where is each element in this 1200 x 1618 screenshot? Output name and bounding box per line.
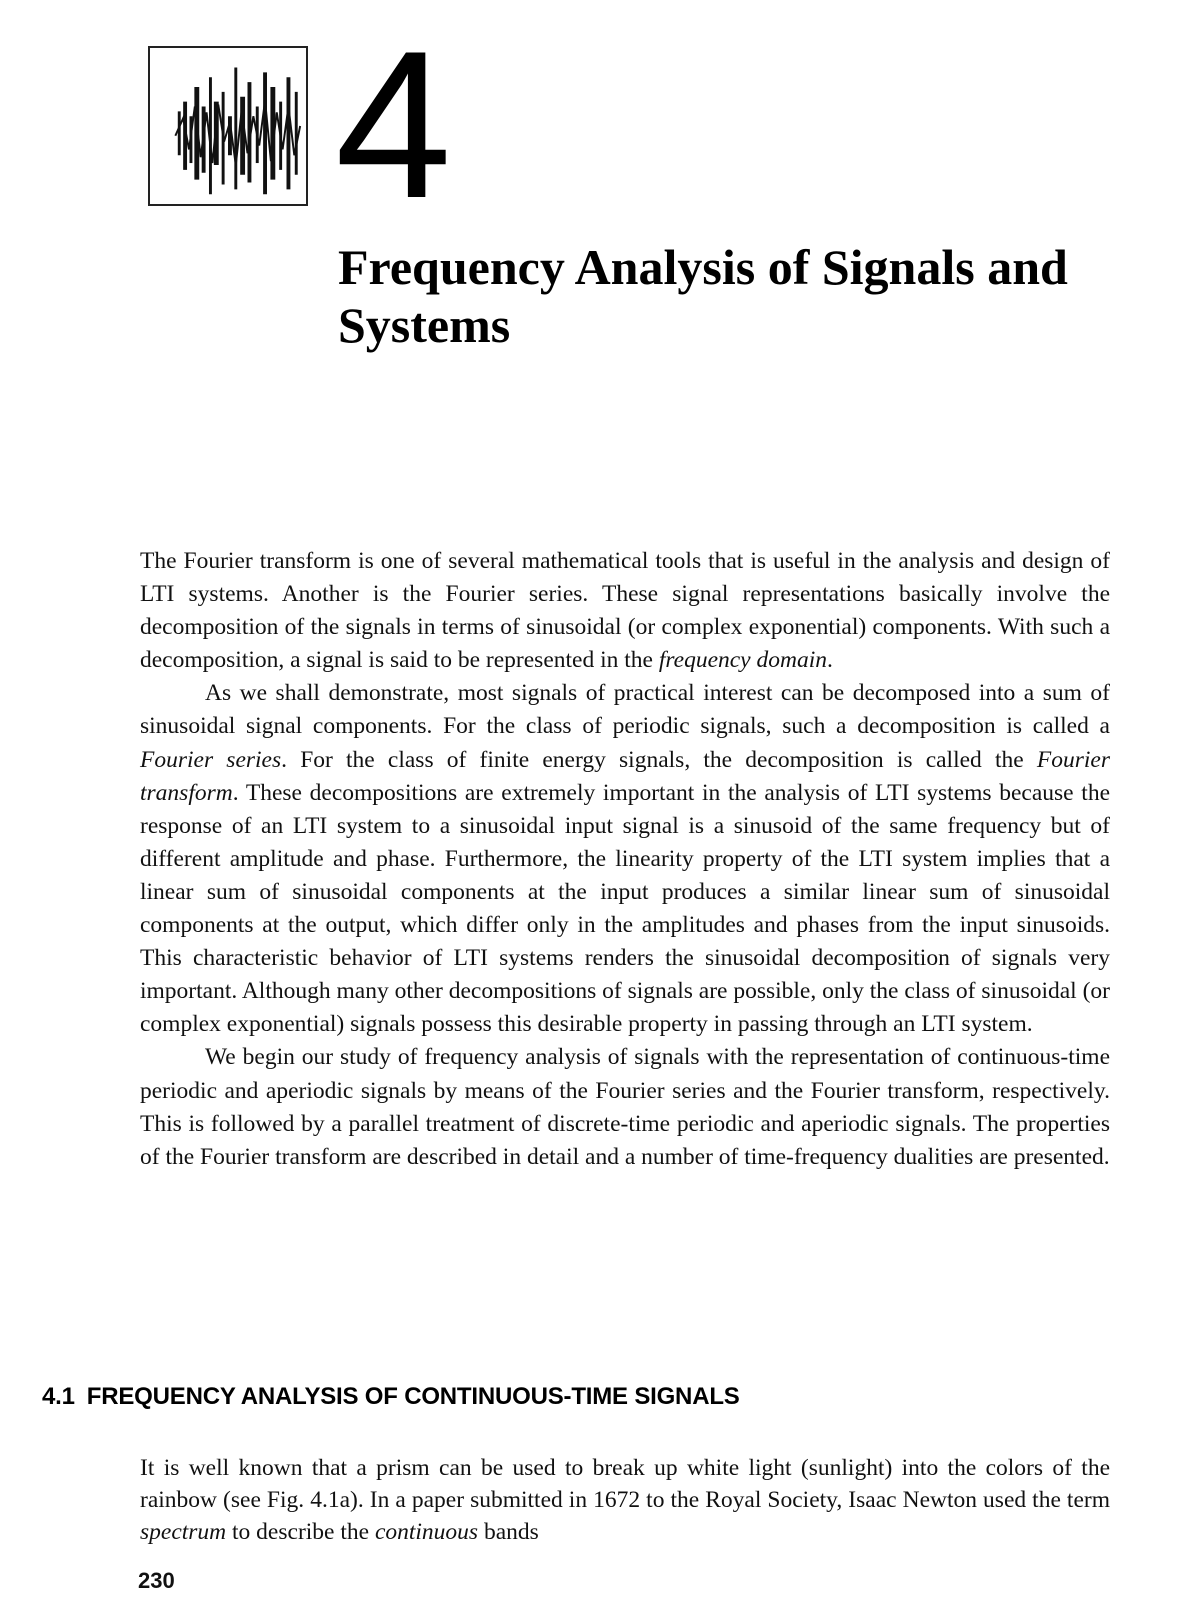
term-frequency-domain: frequency domain xyxy=(658,647,827,674)
section-title: FREQUENCY ANALYSIS OF CONTINUOUS-TIME SIGNALS xyxy=(86,1383,740,1410)
section-heading xyxy=(42,1382,740,1412)
term-continuous: continuous xyxy=(374,1519,479,1545)
section-paragraph-1: It is well known that a prism can be used to break up white light (sunlight) into the colors of the rainbow (see Fig. 4.1a). In a paper submitted in 1672 to the Royal Society, Isaac Newton used the term spectrum to describe the continuous bands xyxy=(140,1455,1110,1545)
term-fourier-transform: Fourier transform xyxy=(140,746,1110,806)
intro-paragraph-3: We begin our study of frequency analysis of signals with the representation of continuous-time periodic and aperiodic signals by means of the Fourier series and the Fourier transform, respectively. This is followed by a parallel treatment of discrete-time periodic and aperiodic signals. The properties of the Fourier transform are described in detail and a number of time-frequency dualities are presented. xyxy=(140,1044,1110,1170)
chapter-number: 4 xyxy=(335,7,452,242)
section-number: 4.1 xyxy=(42,1383,75,1410)
term-fourier-series: Fourier series xyxy=(140,746,282,773)
waveform-icon xyxy=(150,48,306,204)
chapter-logo xyxy=(148,46,308,206)
intro-paragraph-1: The Fourier transform is one of several mathematical tools that is useful in the analysis and design of LTI systems. Another is the Fourier series. These signal representations basically involve the decomposition of the signals in terms of sinusoidal (or complex exponential) components. With such a decomposition, a signal is said to be represented in the frequency domain. xyxy=(140,548,1110,674)
term-spectrum: spectrum xyxy=(140,1519,227,1545)
chapter-title: Frequency Analysis of Signals and Systems xyxy=(338,239,1068,353)
intro-text xyxy=(140,545,1110,1174)
section-body xyxy=(140,1452,1110,1548)
page-number: 230 xyxy=(138,1568,175,1593)
intro-paragraph-2: As we shall demonstrate, most signals of practical interest can be decomposed into a sum of sinusoidal signal components. For the class of periodic signals, such a decomposition is called a Fourier series. For the class of finite energy signals, the decomposition is called the Fourier transform. These decompositions are extremely important in the analysis of LTI systems because the response of an LTI system to a sinusoidal input signal is a sinusoid of the same frequency but of different amplitude and phase. Furthermore, the linearity property of the LTI system implies that a linear sum of sinusoidal components at the input produces a similar linear sum of sinusoidal components at the output, which differ only in the amplitudes and phases from the input sinusoids. This characteristic behavior of LTI systems renders the sinusoidal decomposition of signals very important. Although many other decompositions of signals are possible, only the class of sinusoidal (or complex exponential) signals possess this desirable property in passing through an LTI system. xyxy=(140,680,1110,1038)
